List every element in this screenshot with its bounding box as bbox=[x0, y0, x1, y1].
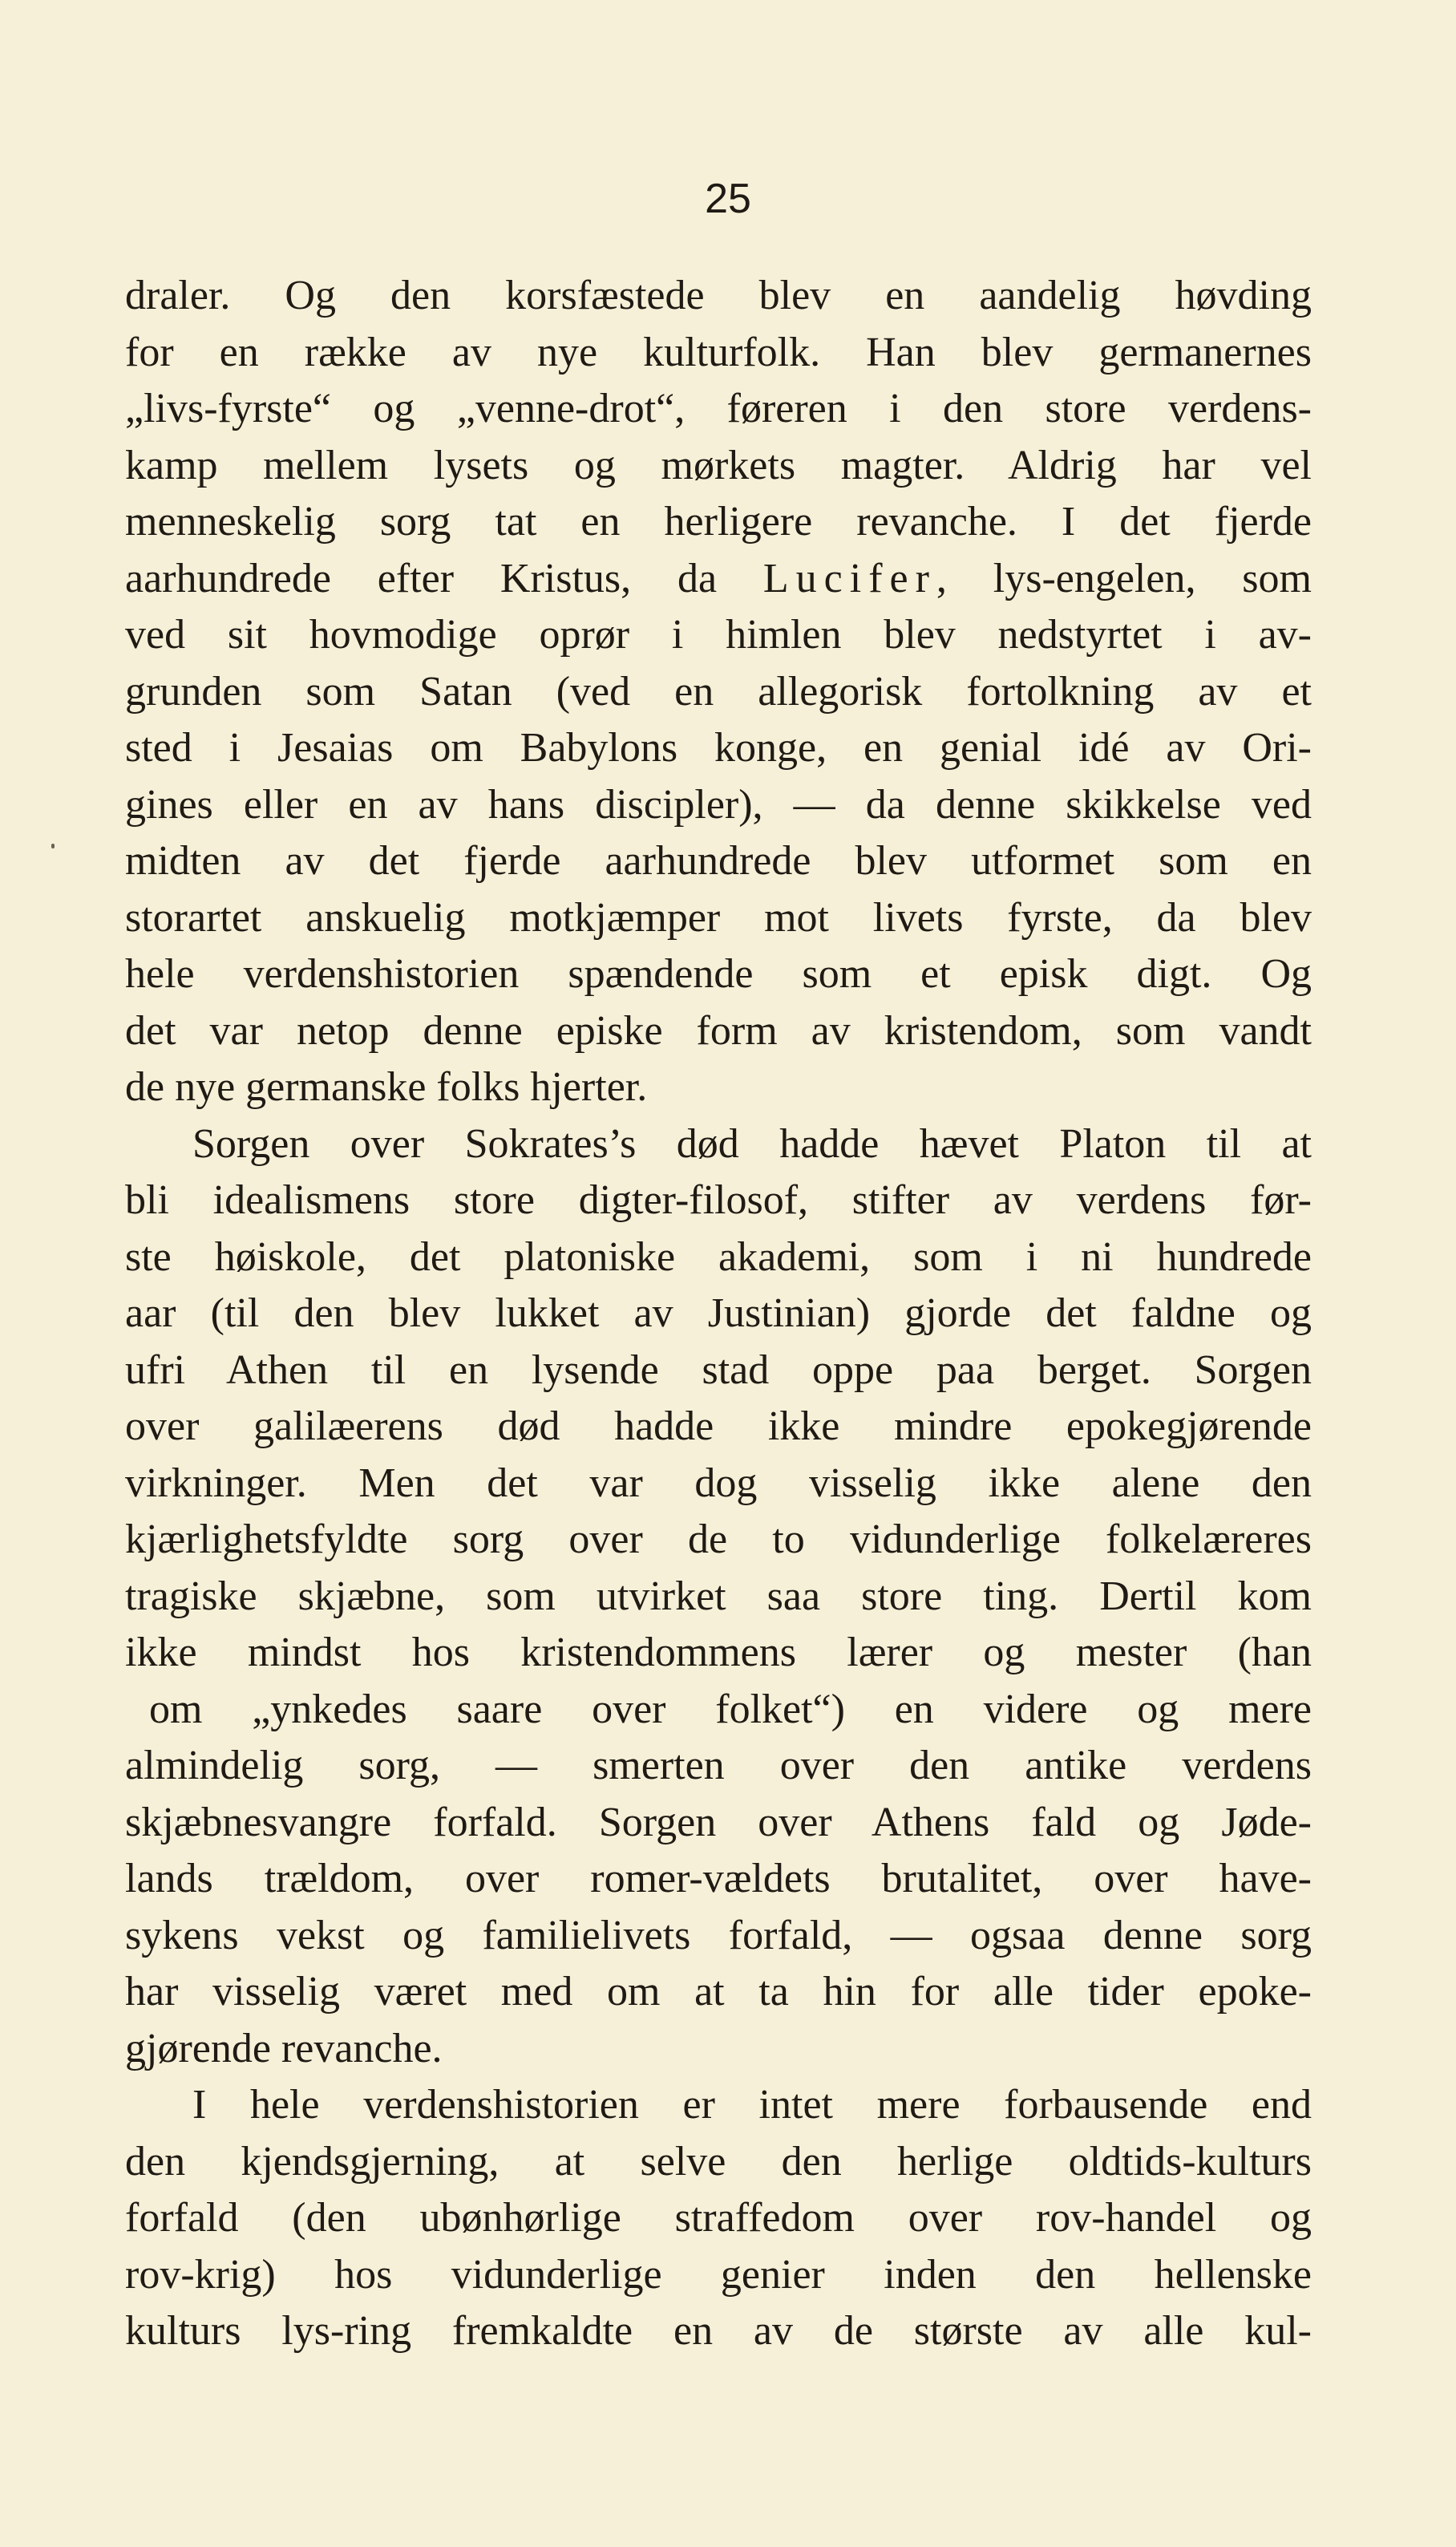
margin-mark bbox=[51, 844, 55, 848]
text-line: almindelig sorg, — smerten over den antike verdens bbox=[125, 1743, 1312, 1788]
text-line: aar (til den blev lukket av Justinian) gjorde det faldne og bbox=[125, 1290, 1312, 1336]
line-segment: aarhundrede efter Kristus, da bbox=[125, 555, 763, 601]
text-line: hele verdenshistorien spændende som et episk digt. Og bbox=[125, 951, 1312, 997]
text-line: det var netop denne episke form av kristendom, som vandt bbox=[125, 1007, 1312, 1054]
text-line: virkninger. Men det var dog visselig ikke alene den bbox=[125, 1460, 1312, 1506]
text-line: skjæbnesvangre forfald. Sorgen over Athens fald og Jøde- bbox=[125, 1799, 1312, 1845]
text-line: lands trældom, over romer-vældets brutalitet, over have- bbox=[125, 1856, 1312, 1901]
text-line: de nye germanske folks hjerter. bbox=[125, 1064, 648, 1110]
text-line: sted i Jesaias om Babylons konge, en genial idé av Ori- bbox=[125, 725, 1312, 771]
text-line: forfald (den ubønhørlige straffedom over rov-handel og bbox=[125, 2195, 1312, 2241]
spaced-name: Lucifer bbox=[762, 555, 936, 601]
text-line: draler. Og den korsfæstede blev en aandelig høvding bbox=[125, 273, 1312, 318]
text-line: har visselig været med om at ta hin for alle tider epoke- bbox=[125, 1969, 1312, 2015]
text-line bbox=[125, 551, 1312, 608]
text-line: rov-krig) hos vidunderlige genier inden den hellenske bbox=[125, 2251, 1312, 2298]
text-line: I hele verdenshistorien er intet mere forbausende end bbox=[192, 2082, 1312, 2128]
page-number: 25 bbox=[705, 176, 751, 222]
text-line: storartet anskuelig motkjæmper mot livets fyrste, da blev bbox=[125, 894, 1312, 941]
text-line: kjærlighetsfyldte sorg over de to vidunderlige folkelæreres bbox=[125, 1516, 1312, 1562]
body-text bbox=[125, 268, 1312, 2360]
text-line: menneskelig sorg tat en herligere revanche. I det fjerde bbox=[125, 499, 1312, 545]
text-line: gines eller en av hans discipler), — da denne skikkelse ved bbox=[125, 781, 1312, 828]
text-line: ufri Athen til en lysende stad oppe paa berget. Sorgen bbox=[125, 1346, 1312, 1393]
text-line: kamp mellem lysets og mørkets magter. Aldrig har vel bbox=[125, 442, 1312, 488]
text-line: gjørende revanche. bbox=[125, 2025, 443, 2071]
text-line: ved sit hovmodige oprør i himlen blev nedstyrtet i av- bbox=[125, 612, 1312, 658]
text-line: ikke mindst hos kristendommens lærer og mester (han bbox=[125, 1630, 1312, 1675]
text-line: tragiske skjæbne, som utvirket saa store ting. Dertil kom bbox=[125, 1573, 1312, 1619]
text-line: over galilæerens død hadde ikke mindre epokegjørende bbox=[125, 1403, 1312, 1449]
text-line: den kjendsgjerning, at selve den herlige oldtids-kulturs bbox=[125, 2138, 1312, 2185]
text-line: sykens vekst og familielivets forfald, — ogsaa denne sorg bbox=[125, 1912, 1312, 1958]
text-line: Sorgen over Sokrates’s død hadde hævet Platon til at bbox=[192, 1120, 1312, 1167]
text-line: for en række av nye kulturfolk. Han blev germanernes bbox=[125, 329, 1312, 375]
text-line: ste høiskole, det platoniske akademi, som i ni hundrede bbox=[125, 1233, 1312, 1280]
text-line: midten av det fjerde aarhundrede blev utformet som en bbox=[125, 838, 1312, 884]
text-line: grunden som Satan (ved en allegorisk fortolkning av et bbox=[125, 668, 1312, 715]
text-line: om „ynkedes saare over folket“) en videre og mere bbox=[149, 1686, 1312, 1732]
text-line: bli idealismens store digter-filosof, stifter av verdens før- bbox=[125, 1177, 1312, 1223]
text-line: „livs-fyrste“ og „venne-drot“, føreren i den store verdens- bbox=[125, 386, 1312, 431]
text-line: kulturs lys-ring fremkaldte en av de største av alle kul- bbox=[125, 2308, 1312, 2354]
line-segment: , lys-engelen, som bbox=[936, 555, 1312, 601]
